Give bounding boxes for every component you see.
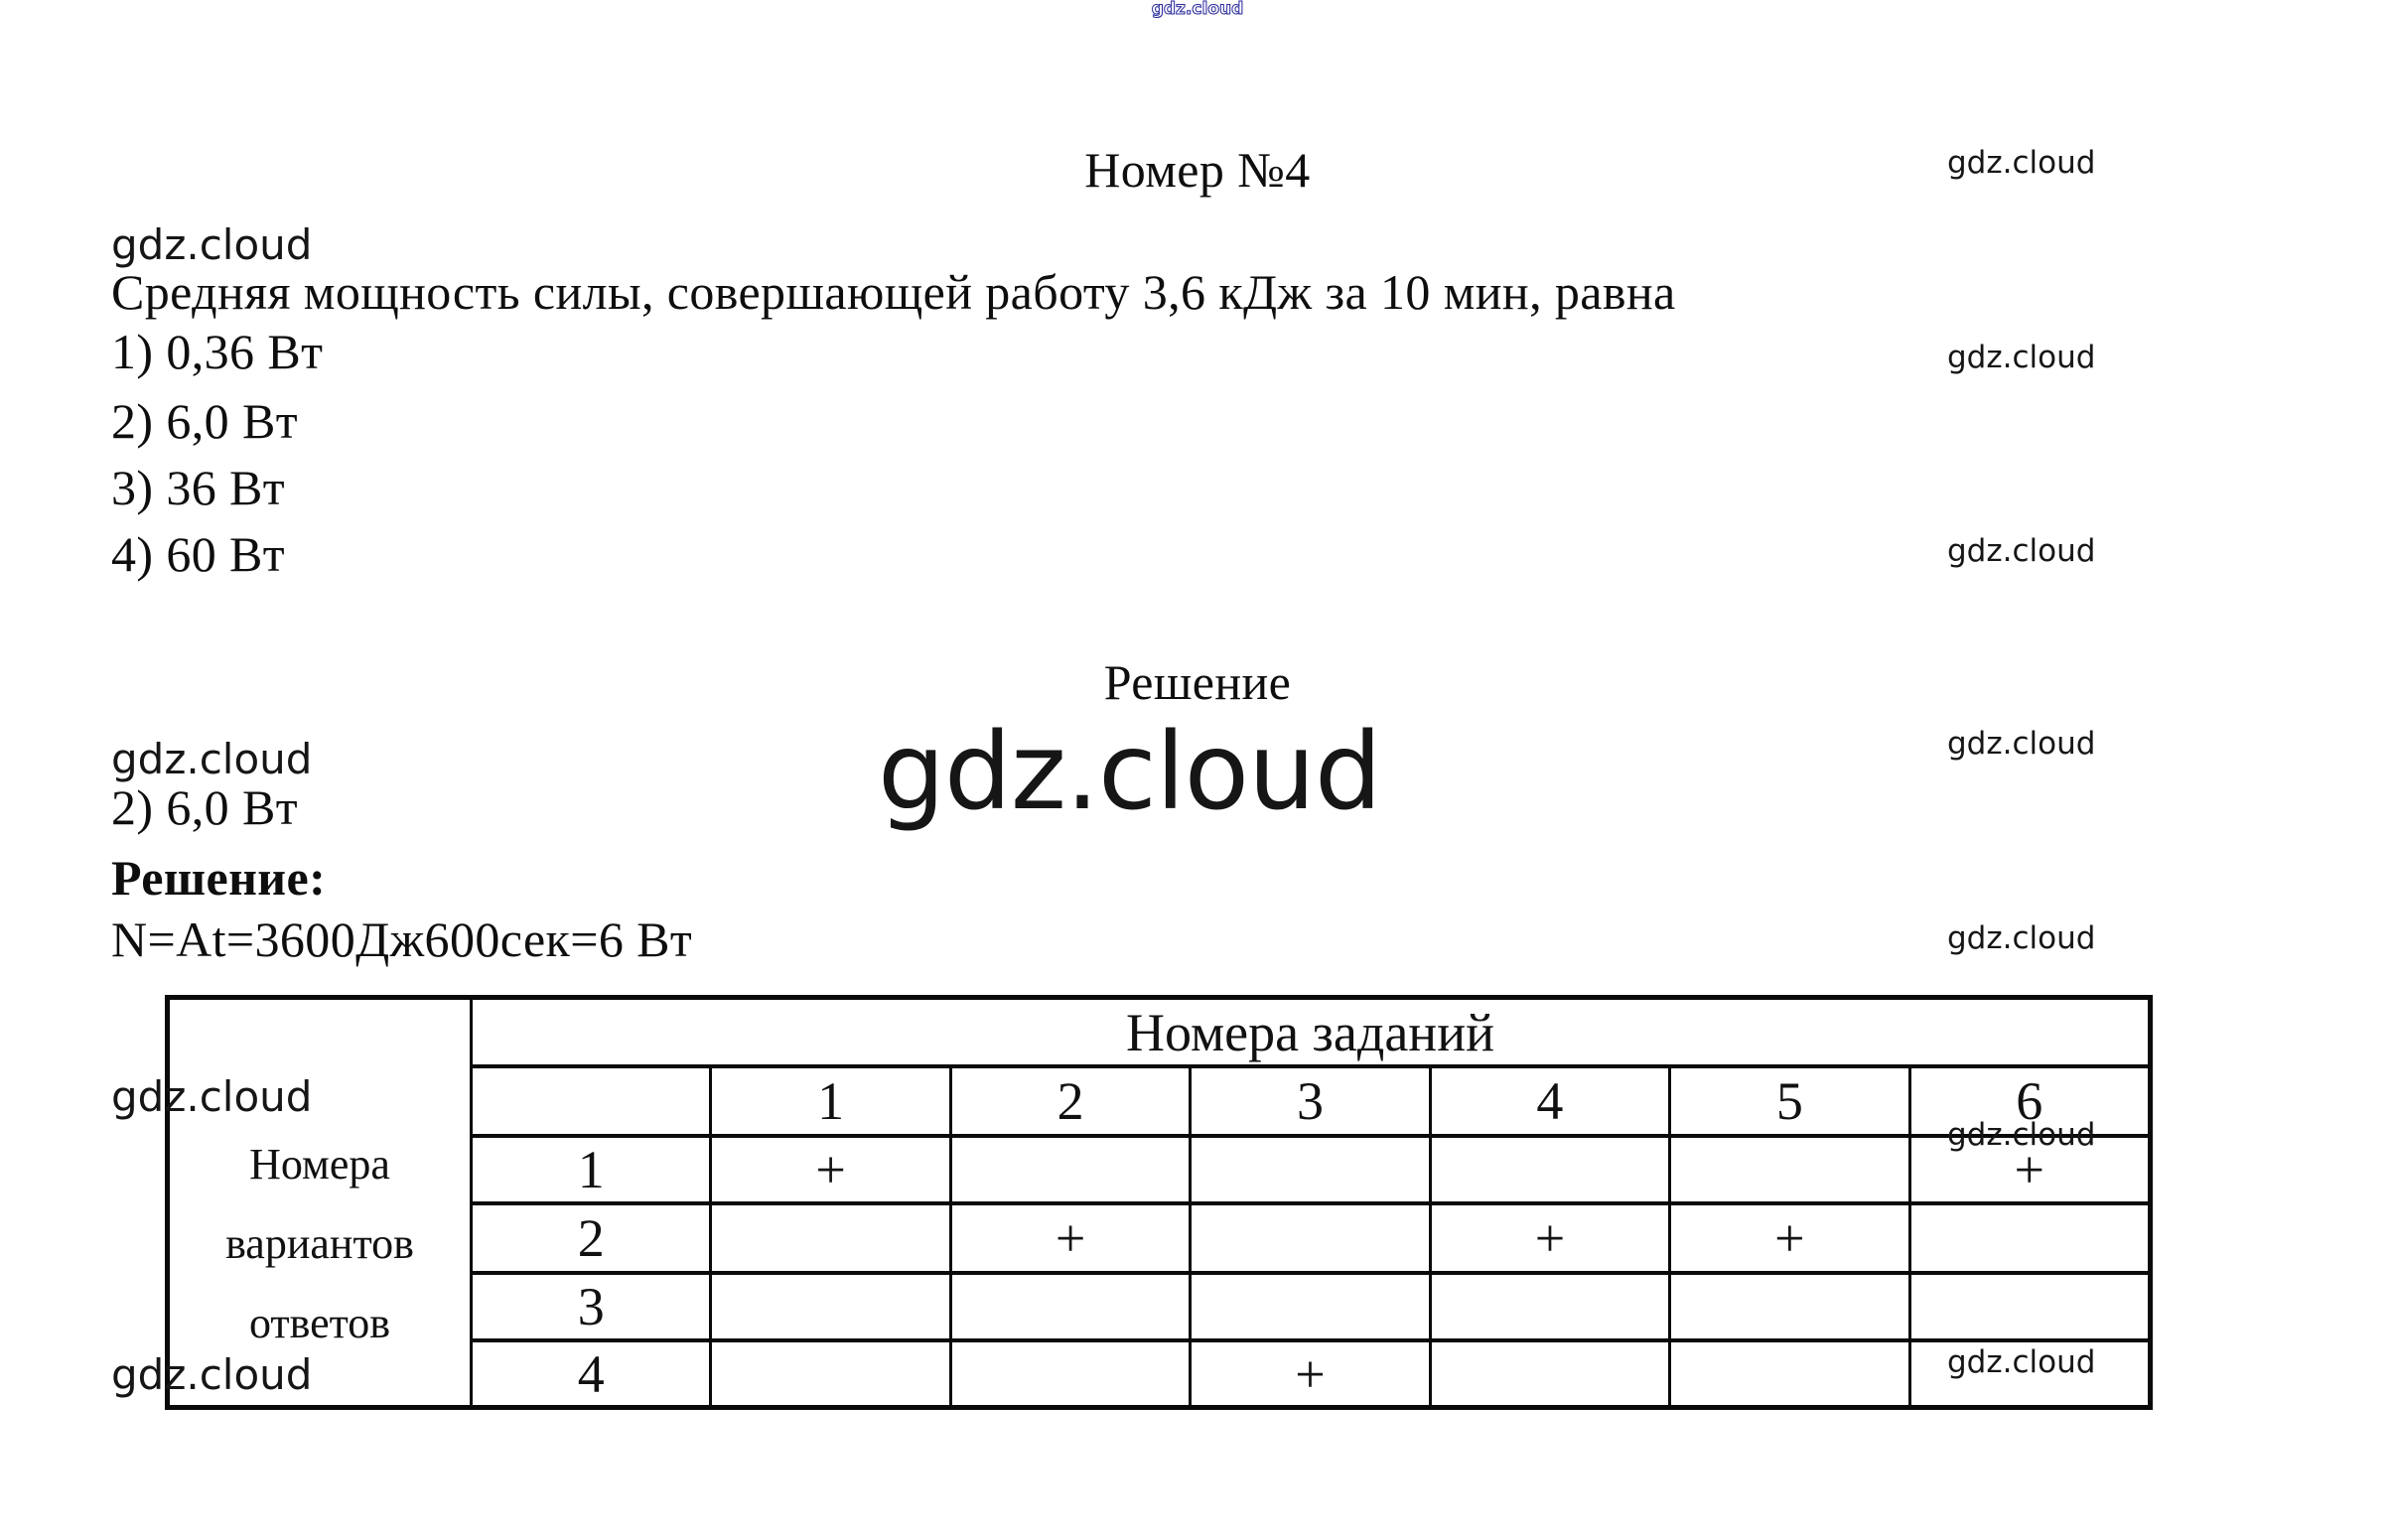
mark-cell	[1908, 1201, 2148, 1271]
mark-cell	[709, 1338, 948, 1405]
problem-text: Средняя мощность силы, совершающей работу 3,6 кДж за 10 мин, равна	[111, 264, 1676, 320]
option-4: 4) 60 Вт	[111, 526, 286, 582]
corner-blank-cell	[470, 1064, 709, 1134]
mark-cell: +	[1189, 1338, 1428, 1405]
solution-answer: 2) 6,0 Вт	[111, 779, 298, 835]
mark-cell	[709, 1201, 948, 1271]
mark-cell: +	[1429, 1201, 1668, 1271]
watermark-left-2: gdz.cloud	[111, 735, 313, 783]
watermark-right-5: gdz.cloud	[1947, 920, 2096, 956]
option-2: 2) 6,0 Вт	[111, 393, 298, 449]
solution-heading: Решение	[1103, 654, 1292, 710]
mark-cell	[709, 1271, 948, 1338]
option-1: 1) 0,36 Вт	[111, 324, 324, 379]
watermark-table-col6-top: gdz.cloud	[1947, 1117, 2096, 1153]
col-header-2: 2	[949, 1064, 1189, 1134]
row-header-1: 1	[470, 1134, 709, 1201]
mark-cell: +	[949, 1201, 1189, 1271]
watermark-right-4: gdz.cloud	[1947, 726, 2096, 762]
column-group-header: Номера заданий	[470, 1000, 2148, 1064]
mark-cell	[1189, 1201, 1428, 1271]
row-header-4: 4	[470, 1338, 709, 1405]
solution-label: Решение:	[111, 850, 327, 906]
col-header-5: 5	[1668, 1064, 1907, 1134]
option-3: 3) 36 Вт	[111, 460, 286, 515]
mark-cell: +	[1668, 1201, 1907, 1271]
col-header-3: 3	[1189, 1064, 1428, 1134]
mark-cell	[1429, 1134, 1668, 1201]
watermark-table-col6-bottom: gdz.cloud	[1947, 1344, 2096, 1380]
mark-cell	[1429, 1338, 1668, 1405]
mark-cell	[949, 1338, 1189, 1405]
col-header-4: 4	[1429, 1064, 1668, 1134]
row-group-header-line: Номера	[249, 1140, 390, 1189]
watermark-right-1: gdz.cloud	[1947, 145, 2096, 181]
mark-cell	[1429, 1271, 1668, 1338]
mark-cell	[1668, 1134, 1907, 1201]
row-header-3: 3	[470, 1271, 709, 1338]
row-header-2: 2	[470, 1201, 709, 1271]
watermark-right-3: gdz.cloud	[1947, 533, 2096, 569]
mark-cell	[1668, 1338, 1907, 1405]
watermark-left-1: gdz.cloud	[111, 220, 313, 269]
watermark-top-center: gdz.cloud	[1151, 0, 1244, 19]
watermark-right-2: gdz.cloud	[1947, 340, 2096, 375]
watermark-left-4: gdz.cloud	[111, 1350, 313, 1399]
mark-cell: +	[709, 1134, 948, 1201]
watermark-left-3: gdz.cloud	[111, 1072, 313, 1121]
mark-cell	[1908, 1271, 2148, 1338]
solution-formula: N=At=3600Дж600сек=6 Вт	[111, 911, 693, 967]
mark-cell: +	[1908, 1134, 2148, 1201]
row-group-header-line: ответов	[248, 1299, 391, 1347]
mark-cell	[1189, 1134, 1428, 1201]
mark-cell	[949, 1271, 1189, 1338]
col-header-6: 6	[1908, 1064, 2148, 1134]
row-group-header	[170, 1000, 470, 1405]
col-header-1: 1	[709, 1064, 948, 1134]
watermark-center-large: gdz.cloud	[878, 711, 1381, 834]
row-group-header-line: вариантов	[225, 1219, 414, 1268]
mark-cell	[1189, 1271, 1428, 1338]
answer-table	[165, 995, 2153, 1410]
mark-cell	[949, 1134, 1189, 1201]
mark-cell	[1668, 1271, 1907, 1338]
page-title: Номер №4	[1084, 142, 1311, 198]
